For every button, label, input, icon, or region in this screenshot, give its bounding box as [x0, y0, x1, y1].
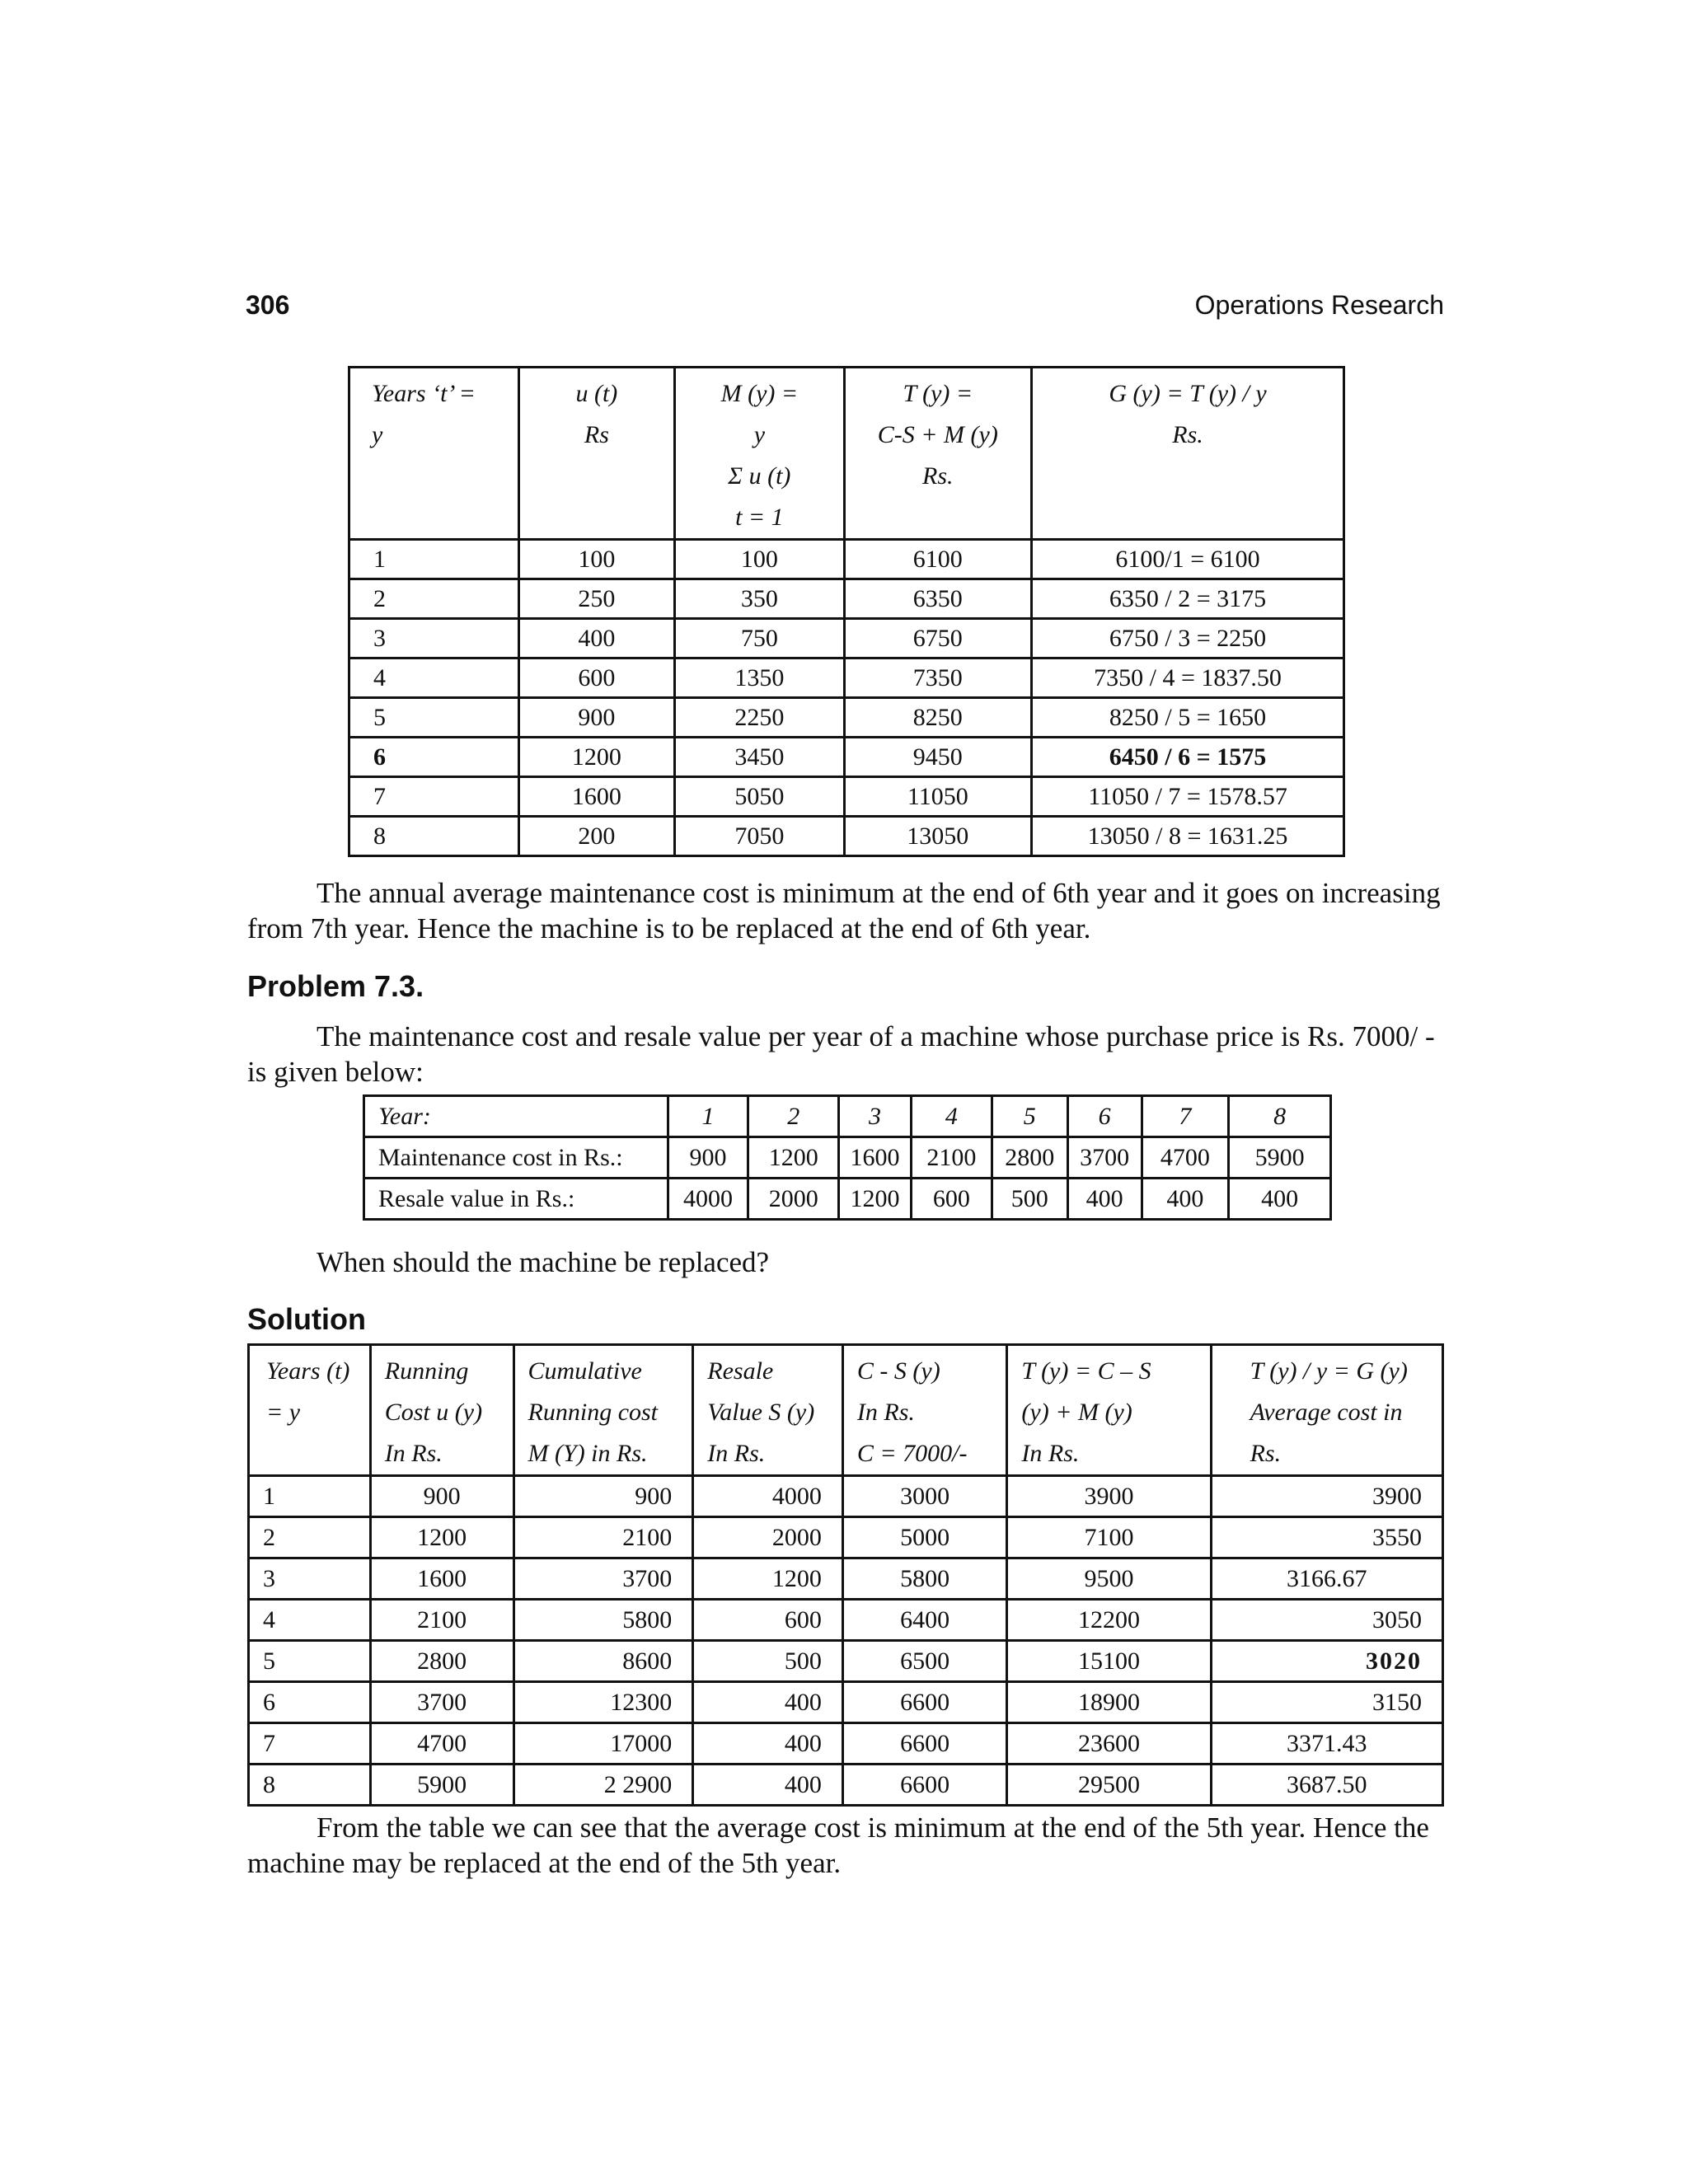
header-line: Average cost in [1250, 1399, 1403, 1426]
table-cell: 4000 [668, 1179, 748, 1220]
table-cell: 6500 [842, 1641, 1007, 1682]
table-cell: 3900 [1211, 1476, 1442, 1517]
table-cell: 6400 [842, 1600, 1007, 1641]
table-cell: Maintenance cost in Rs.: [364, 1137, 668, 1179]
table-cell: 1200 [748, 1137, 839, 1179]
header-line: Running [384, 1357, 469, 1385]
header-cell [1007, 1345, 1211, 1476]
table-cell: 4000 [693, 1476, 843, 1517]
table-cell: 12200 [1007, 1600, 1211, 1641]
header-cell [518, 368, 675, 540]
table-cell: 2 2900 [513, 1765, 693, 1806]
table-row [249, 1765, 1443, 1806]
table-cell: 1350 [675, 658, 844, 698]
page-number: 306 [246, 290, 290, 320]
table-row [349, 658, 1344, 698]
header-line: Resale [707, 1357, 774, 1385]
header-line: y [372, 421, 383, 448]
table-cell: 1600 [370, 1558, 513, 1600]
table-cell: 7350 / 4 = 1837.50 [1032, 658, 1344, 698]
table-cell: 6 [349, 738, 519, 777]
table-cell: 3687.50 [1211, 1765, 1442, 1806]
table-cell: 750 [675, 619, 844, 658]
table-cell: 1 [249, 1476, 371, 1517]
table-cell: 3371.43 [1211, 1723, 1442, 1765]
header-cell [1032, 368, 1344, 540]
table-cell: 2800 [370, 1641, 513, 1682]
table-cell: 400 [693, 1765, 843, 1806]
header-line: Σ u (t) [728, 462, 791, 490]
table-cell: 7050 [675, 817, 844, 856]
header-line: In Rs. [856, 1399, 915, 1426]
table-cell: 3700 [1067, 1137, 1142, 1179]
header-line: Rs. [1250, 1440, 1282, 1467]
header-line: M (y) = [720, 380, 799, 407]
running-title: Operations Research [1194, 290, 1444, 320]
table-cell: 100 [518, 540, 675, 579]
paragraph-conclusion-1: The annual average maintenance cost is minimum at the end of 6th year and it goes on increasing from 7th year. Hence the machine is to be replaced at the end of 6th year. [247, 877, 1441, 944]
table-cell: 2250 [675, 698, 844, 738]
table-cell: 3700 [370, 1682, 513, 1723]
header-line: G (y) = T (y) / y [1109, 380, 1267, 407]
table-cell: 400 [693, 1682, 843, 1723]
table-cell: 3020 [1211, 1641, 1442, 1682]
table-cell: 9450 [844, 738, 1031, 777]
table-cell: 2000 [693, 1517, 843, 1558]
table-cell: 8 [249, 1765, 371, 1806]
table-cell: 5 [992, 1096, 1067, 1137]
table-cell: 600 [518, 658, 675, 698]
header-line: Value S (y) [707, 1399, 815, 1426]
header-cell [370, 1345, 513, 1476]
table-cell: 3 [839, 1096, 912, 1137]
header-line: Rs [584, 421, 609, 448]
table-cell: 2000 [748, 1179, 839, 1220]
header-line: C - S (y) [856, 1357, 940, 1385]
table-header-row [349, 368, 1344, 540]
table-cell: 400 [693, 1723, 843, 1765]
table-cell: 900 [513, 1476, 693, 1517]
table-cell: 8250 [844, 698, 1031, 738]
average-cost-table [348, 366, 1345, 857]
table-cell: 500 [992, 1179, 1067, 1220]
table-row [349, 698, 1344, 738]
table-cell: 900 [370, 1476, 513, 1517]
table-cell: 17000 [513, 1723, 693, 1765]
table-row [349, 777, 1344, 817]
header-line: y [753, 421, 766, 448]
table-cell: 4 [911, 1096, 992, 1137]
table-cell: 13050 [844, 817, 1031, 856]
table-cell: 7100 [1007, 1517, 1211, 1558]
table-cell: 23600 [1007, 1723, 1211, 1765]
paragraph-conclusion-2: From the table we can see that the average cost is minimum at the end of the 5th year. Hence the machine may be replaced at the end of the 5th year. [247, 1811, 1429, 1879]
table-cell: 4 [349, 658, 519, 698]
table-cell: 5050 [675, 777, 844, 817]
table-cell: 6750 [844, 619, 1031, 658]
table-cell: 2 [748, 1096, 839, 1137]
table-cell: 5900 [1229, 1137, 1331, 1179]
table-cell: 350 [675, 579, 844, 619]
header-line: In Rs. [384, 1440, 443, 1467]
table-cell: 100 [675, 540, 844, 579]
table-row [249, 1558, 1443, 1600]
header-line: Years ‘t’ = [372, 380, 476, 407]
table-row [364, 1179, 1331, 1220]
header-line: T (y) = C – S [1021, 1357, 1151, 1385]
table-cell: 500 [693, 1641, 843, 1682]
header-cell [842, 1345, 1007, 1476]
table-cell: 900 [518, 698, 675, 738]
header-line: u (t) [575, 380, 618, 407]
table-cell: 8250 / 5 = 1650 [1032, 698, 1344, 738]
table-cell: 6100/1 = 6100 [1032, 540, 1344, 579]
table-cell: 200 [518, 817, 675, 856]
table-cell: 29500 [1007, 1765, 1211, 1806]
table-cell: 6100 [844, 540, 1031, 579]
table-cell: 900 [668, 1137, 748, 1179]
table-row [249, 1682, 1443, 1723]
table-header-row [249, 1345, 1443, 1476]
table-cell: 3 [349, 619, 519, 658]
header-cell [249, 1345, 371, 1476]
table-cell: 6 [249, 1682, 371, 1723]
table-cell: 3450 [675, 738, 844, 777]
header-cell [844, 368, 1031, 540]
header-line: Rs. [1172, 421, 1203, 448]
header-cell [349, 368, 519, 540]
table-cell: 3166.67 [1211, 1558, 1442, 1600]
table-cell: 400 [518, 619, 675, 658]
table-cell: 11050 [844, 777, 1031, 817]
table-cell: 600 [693, 1600, 843, 1641]
solution-table [247, 1343, 1444, 1807]
header-line: In Rs. [707, 1440, 766, 1467]
header-line: C-S + M (y) [877, 421, 998, 448]
table-cell: 7 [1142, 1096, 1229, 1137]
table-row [349, 579, 1344, 619]
table-cell: 15100 [1007, 1641, 1211, 1682]
header-line: = y [266, 1399, 301, 1426]
table-row [349, 619, 1344, 658]
table-cell: 2 [349, 579, 519, 619]
table-row [249, 1600, 1443, 1641]
table-cell: 8 [349, 817, 519, 856]
header-cell [513, 1345, 693, 1476]
table-cell: 6450 / 6 = 1575 [1032, 738, 1344, 777]
header-line: Running cost [528, 1399, 659, 1426]
header-line: M (Y) in Rs. [528, 1440, 648, 1467]
table-cell: 400 [1142, 1179, 1229, 1220]
table-cell: Year: [364, 1096, 668, 1137]
table-cell: 2100 [370, 1600, 513, 1641]
table-cell: 1200 [518, 738, 675, 777]
table-cell: 4700 [1142, 1137, 1229, 1179]
table-cell: 6750 / 3 = 2250 [1032, 619, 1344, 658]
table-cell: 5800 [842, 1558, 1007, 1600]
table-cell: 18900 [1007, 1682, 1211, 1723]
table-cell: 600 [911, 1179, 992, 1220]
table-cell: Resale value in Rs.: [364, 1179, 668, 1220]
header-line: t = 1 [735, 504, 784, 531]
table-cell: 250 [518, 579, 675, 619]
header-line: T (y) / y = G (y) [1250, 1357, 1408, 1385]
header-line: Years (t) [266, 1357, 350, 1385]
table-cell: 11050 / 7 = 1578.57 [1032, 777, 1344, 817]
table-cell: 3700 [513, 1558, 693, 1600]
question-text: When should the machine be replaced? [316, 1246, 770, 1278]
table-cell: 3 [249, 1558, 371, 1600]
table-cell: 4700 [370, 1723, 513, 1765]
problem-heading: Problem 7.3. [247, 969, 424, 1003]
table-cell: 400 [1229, 1179, 1331, 1220]
table-cell: 8 [1229, 1096, 1331, 1137]
table-cell: 7 [349, 777, 519, 817]
table-cell: 1200 [839, 1179, 912, 1220]
table-cell: 3550 [1211, 1517, 1442, 1558]
header-line: T (y) = [903, 380, 973, 407]
table-cell: 5 [249, 1641, 371, 1682]
table-cell: 5800 [513, 1600, 693, 1641]
table-cell: 400 [1067, 1179, 1142, 1220]
table-cell: 1 [349, 540, 519, 579]
table-cell: 13050 / 8 = 1631.25 [1032, 817, 1344, 856]
table-cell: 1200 [693, 1558, 843, 1600]
table-cell: 8600 [513, 1641, 693, 1682]
solution-heading: Solution [247, 1302, 366, 1336]
header-line: Rs. [922, 462, 954, 490]
table-cell: 3000 [842, 1476, 1007, 1517]
header-line: Cost u (y) [384, 1399, 483, 1426]
table-cell: 6350 / 2 = 3175 [1032, 579, 1344, 619]
header-cell [1211, 1345, 1442, 1476]
table-cell: 7350 [844, 658, 1031, 698]
table-cell: 6600 [842, 1765, 1007, 1806]
table-row [349, 540, 1344, 579]
table-row-highlight [249, 1641, 1443, 1682]
table-cell: 2800 [992, 1137, 1067, 1179]
header-line: (y) + M (y) [1021, 1399, 1132, 1426]
table-row [364, 1137, 1331, 1179]
header-cell [693, 1345, 843, 1476]
table-cell: 6350 [844, 579, 1031, 619]
table-cell: 5900 [370, 1765, 513, 1806]
table-row [249, 1723, 1443, 1765]
header-line: C = 7000/- [856, 1440, 968, 1467]
table-cell: 2 [249, 1517, 371, 1558]
table-cell: 3150 [1211, 1682, 1442, 1723]
header-cell [675, 368, 844, 540]
table-cell: 6600 [842, 1682, 1007, 1723]
table-row [349, 817, 1344, 856]
header-line: Cumulative [528, 1357, 642, 1385]
table-cell: 7 [249, 1723, 371, 1765]
table-cell: 3900 [1007, 1476, 1211, 1517]
table-cell: 1600 [839, 1137, 912, 1179]
table-row [249, 1517, 1443, 1558]
header-line: In Rs. [1021, 1440, 1080, 1467]
table-cell: 1200 [370, 1517, 513, 1558]
table-cell: 6 [1067, 1096, 1142, 1137]
table-cell: 6600 [842, 1723, 1007, 1765]
table-cell: 9500 [1007, 1558, 1211, 1600]
table-row-highlight [349, 738, 1344, 777]
table-row [364, 1096, 1331, 1137]
table-cell: 12300 [513, 1682, 693, 1723]
machine-cost-table [363, 1094, 1332, 1221]
table-cell: 3050 [1211, 1600, 1442, 1641]
table-cell: 2100 [911, 1137, 992, 1179]
problem-text: The maintenance cost and resale value per year of a machine whose purchase price is Rs. 7000/ - is given below: [247, 1020, 1435, 1088]
table-cell: 4 [249, 1600, 371, 1641]
table-cell: 5000 [842, 1517, 1007, 1558]
table-cell: 2100 [513, 1517, 693, 1558]
table-cell: 1600 [518, 777, 675, 817]
table-cell: 5 [349, 698, 519, 738]
table-cell: 1 [668, 1096, 748, 1137]
table-row [249, 1476, 1443, 1517]
